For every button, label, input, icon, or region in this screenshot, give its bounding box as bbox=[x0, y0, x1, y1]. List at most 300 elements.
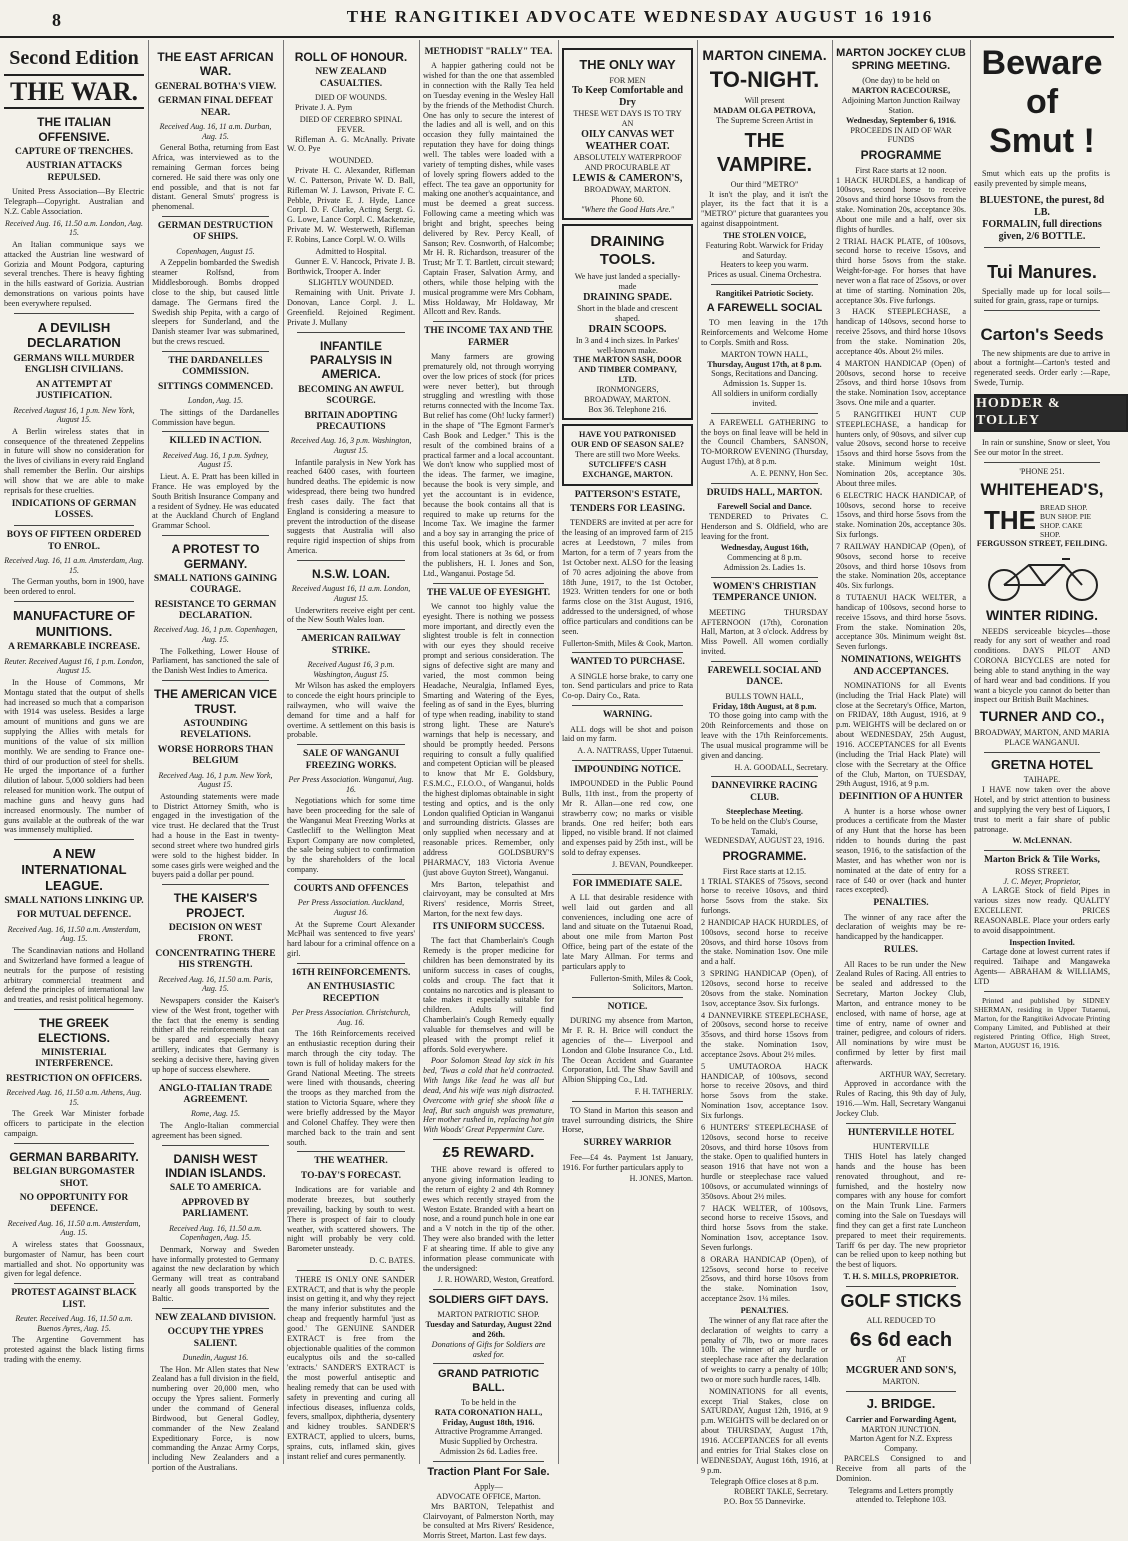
dateline: Per Press Association. Wanganui, Aug. 16. bbox=[288, 775, 414, 794]
divider bbox=[984, 247, 1100, 248]
column-rule bbox=[283, 40, 284, 1464]
advert-body: THERE IS ONLY ONE SANDER EXTRACT, and that is why the people insist on getting it, and why they reject the many inferior substitutes and the cheap and frequently harmful 'just as good.' The GENUINE SANDER EXTRACT is free from the objectionable qualities of the common eucalyptus oils and the so-called 'extracts.' SANDER'S EXTRACT is the most powerful antiseptic and healing remedy that can be used with safety in preventing and curing all infectious diseases, influenza colds, fevers, smallpox, diphtheria, dysentery and kidney troubles. SANDER'S EXTRACT, applied to ulcers, burns, sprains, cuts, inflamed skin, gives instant relief and cures permanently. bbox=[287, 1274, 415, 1461]
article-headline: DANISH WEST INDIAN ISLANDS. bbox=[165, 1151, 266, 1181]
article-headline: THE EAST AFRICAN WAR. bbox=[157, 50, 274, 79]
divider bbox=[14, 839, 134, 840]
race-item: 4 DANNEVIRKE STEEPLECHASE, of 200sovs, second horse to receive 35sovs, and third horse 15sovs from the stake. Nomination 1sov, acceptance 2sovs. About 2½ miles. bbox=[701, 1010, 828, 1059]
advert-line: Adjoining Marton Junction Railway Station. bbox=[841, 96, 961, 115]
casualty-names: Private J. A. Pym bbox=[295, 103, 353, 113]
article-headline: KILLED IN ACTION. bbox=[169, 436, 262, 447]
article-body: We cannot too highly value the eyesight. There is nothing we possess more important, and directly even the slightest trouble is felt in connection with our eyes they should receive prompt and serious consideration. The signs of defective sight are many and varied, the most common being Headache, Neuralgia, Inflamed Eyes, Smarting and Watering of the Eyes, feeling as of sand in the Eyes, blurring of type when reading, inability to stand strong light. These are Nature's warnings that help is necessary, and should be promptly heeded. Persons requiring to consult a fully qualified and competent Optician will be pleased to know that Mr E. Goldsbury, F.S.M.C., F.I.O.O., of Wanganui, holds the highest diplomas obtainable in sight testing and optics, and is the only London qualified Optician in Wanganui and surrounding districts. Glasses are only supplied when necessary and at reasonable prices. Remember, only address GOLDSBURY'S PHARMACY, 183 Victoria Avenue (just above Guyton Street), Wanganui. bbox=[423, 601, 554, 877]
advert-body: The new shipments are due to arrive in about a fortnight—Carton's tested and regenerated seeds. Order early :—Rape, Swede, Turnip. bbox=[974, 348, 1110, 388]
article-subhead: AN ATTEMPT AT JUSTIFICATION. bbox=[35, 379, 113, 402]
divider bbox=[984, 752, 1100, 753]
divider bbox=[433, 1363, 544, 1364]
advert-title: WHITEHEAD'S, bbox=[980, 479, 1104, 499]
race-item: 7 RAILWAY HANDICAP (Open), of 90sovs, second horse to receive 20sovs, and third horse 10sovs from the stake. Nomination 20s, acceptance 40s. Six furlongs. bbox=[836, 541, 966, 591]
article-subhead: GERMAN FINAL DEFEAT NEAR. bbox=[158, 96, 273, 118]
divider bbox=[162, 1079, 269, 1080]
divider bbox=[984, 310, 1100, 311]
advert-line: ROSS STREET. bbox=[1015, 866, 1069, 876]
advert-line: BLUESTONE, the purest, 8d LB. bbox=[979, 194, 1105, 218]
advert-body: Approved in accordance with the Rules of Racing, this 9th day of July, 1916.—Wm. Hall, Secretary Wanganui Jockey Club. bbox=[836, 1079, 966, 1118]
advert-title: Carton's Seeds bbox=[980, 325, 1104, 345]
dateline: Received Aug. 16, 1 p.m. New York, August 15. bbox=[158, 770, 273, 790]
divider bbox=[297, 629, 405, 630]
advert-body: TO men leaving in the 17th Reinforcements and Welcome Home to Corpls. Smith and Ross. bbox=[701, 318, 828, 347]
article-subhead: BECOMING AN AWFUL SCOURGE. bbox=[298, 384, 404, 407]
divider bbox=[984, 850, 1100, 851]
advert-title: WINTER RIDING. bbox=[986, 606, 1098, 623]
advert-title: MARTON CINEMA. bbox=[702, 47, 827, 63]
advert-subhead: TENDERS FOR LEASING. bbox=[570, 504, 685, 515]
advert-line: Music Supplied by Orchestra. bbox=[439, 1437, 538, 1447]
advert-line: Songs, Recitations and Dancing. bbox=[711, 369, 818, 379]
advert-body: The winner of any flat race after the declaration of weights to carry a penalty of 7lb, two or more races 10lb. The winner of any hurdle or steeplechase race after the declaration of weights to carry a penalty of 10lb; two or more such hurdle races, 14lb. bbox=[701, 1315, 828, 1384]
advert-title: GRAND PATRIOTIC BALL. bbox=[437, 1368, 540, 1394]
divider bbox=[297, 879, 405, 880]
advert-subhead: PENALTIES. bbox=[873, 898, 929, 909]
advert-title: SURREY WARRIOR bbox=[583, 1138, 672, 1149]
column-6 bbox=[701, 44, 828, 1506]
article-headline: THE VALUE OF EYESIGHT. bbox=[426, 587, 551, 598]
dateline: Received Aug. 16, 11.50 a.m. Amsterdam, Aug. 15. bbox=[7, 1218, 141, 1238]
advert-body: NOMINATIONS for all events, except Trial Stakes, close on SATURDAY, August 12th, 1916, at 9 p.m. WEIGHTS will be declared on or about THURSDAY, August 17th, 1916. ACCEPTANCES for all events and entries for Trial Stakes close on WEDNESDAY, August 16th, 1916, at 9 p.m. bbox=[701, 1386, 828, 1475]
signature: ARTHUR WAY, Secretary. bbox=[879, 1069, 966, 1079]
article-headline: THE AMERICAN VICE TRUST. bbox=[154, 687, 277, 716]
advert-line: There are still two More Weeks. bbox=[574, 450, 681, 460]
article-body: Negotiations which for some time have been proceeding for the sale of the Wanganui Meat Freezing Works at Castlecliff to the Wellington Meat Export Company are now completed, the sale being subject to confirmation by the shareholders of the local company. bbox=[287, 796, 415, 875]
article-subhead: OCCUPY THE YPRES SALIENT. bbox=[167, 1327, 264, 1349]
advert-title: Beware bbox=[981, 44, 1103, 82]
divider bbox=[297, 1270, 405, 1271]
article-body: The Hon. Mr Allen states that New Zealand has a full division in the field, numbering over 20,000 men, who occupy the Ypres salient. Formerly under the command of General Birdwood, but General Godley, commander of the New Zealand Expeditionary Force, is now commanding the Anzac Army Corps, including New Zealanders and a portion of the Australians. bbox=[152, 1364, 279, 1473]
advert-line: Admission 2s. Ladies 1s. bbox=[723, 563, 806, 573]
divider bbox=[433, 1139, 544, 1140]
column-rule bbox=[970, 40, 971, 1464]
article-subhead: CAPTURE OF TRENCHES. bbox=[15, 146, 133, 157]
casualty-group-label: SLIGHTLY WOUNDED. bbox=[308, 278, 394, 288]
article-body: A wireless states that Goossnaux, burgomaster of Namur, has been court martialled and shot. No opportunity was given for legal defence. bbox=[4, 1239, 144, 1279]
divider bbox=[711, 483, 818, 484]
advert-body: A hunter is a horse whose owner produces a certificate from the Master of any Hunt that the horse has been ridden to hounds during the past season, 1916, to the satisfaction of the Master, and has whether won nor is nominated at the date of entry for a race of £40 or over (hack and hunter races excepted). bbox=[836, 806, 966, 895]
dateline: London, Aug. 15. bbox=[187, 396, 244, 406]
dateline: Received Aug. 16, 11.50 a.m. Amsterdam, Aug. 15. bbox=[7, 924, 141, 944]
divider bbox=[14, 525, 134, 526]
article-body: The Argentine Government has protested against the black listing firms trading with the enemy. bbox=[4, 1335, 144, 1364]
divider bbox=[297, 332, 405, 333]
divider bbox=[572, 874, 683, 875]
advert-line: Our third "METRO" bbox=[730, 179, 799, 189]
article-body: Newspapers consider the Kaiser's view of the West front, together with the fact that the enemy is sending thither all the reinforcements that can be spared and especially heavy artillery, indicates that Germany is seeking a decisive there, having given up hope of success elsewhere. bbox=[152, 995, 279, 1074]
article-body: The German youths, born in 1900, have been ordered to enrol. bbox=[4, 577, 144, 597]
advert-line: MCGRUER AND SON'S, bbox=[845, 1365, 957, 1377]
race-item: 3 HACK STEEPLECHASE, a handicap of 140sovs, second horse to receive 25sovs, and third horse 10sovs from the stake. Nomination 20s, acceptance 40s. About 2½ miles. bbox=[836, 307, 966, 356]
advert-body: Cartage done at lowest current rates if required. Taihape and Mangaweka Agents— ABRAHAM & WILLIAMS, LTD bbox=[974, 947, 1110, 986]
advert-line: FORMALIN, full directions given, 2/6 BOTTLE. bbox=[982, 218, 1102, 242]
article-subhead: AUSTRIAN ATTACKS REPULSED. bbox=[26, 161, 122, 183]
advert-line: To be held in the bbox=[461, 1397, 516, 1407]
column-rule bbox=[558, 40, 559, 1464]
page-number: 8 bbox=[52, 10, 61, 30]
signature: W. McLENNAN. bbox=[1012, 836, 1072, 846]
dateline: Reuter. Received Aug. 16, 11.50 a.m. Buenos Ayres, Aug. 15. bbox=[15, 1314, 133, 1333]
signature: J. R. HOWARD, Weston, Greatford. bbox=[437, 1275, 554, 1285]
divider bbox=[14, 313, 134, 314]
article-body: The sittings of the Dardanelles Commission have begun. bbox=[152, 407, 279, 427]
article-headline: THE GREEK ELECTIONS. bbox=[37, 1016, 110, 1045]
article-body: Astounding statements were made to District Attorney Smith, who is engaged in the investigation of the vice trust. He declared that the Trust had a house in the East in twenty-second street where two hundred girls were sold to the highest bidder. In some cases girls were weighed and the buyers paid a dollar per pound. bbox=[152, 791, 279, 880]
advert-body: A FAREWELL GATHERING to the boys on final leave will be held in the Council Chambers, SANSON, TO-MORROW EVENING (Thursday, August 17th), at 8 p.m. bbox=[701, 417, 828, 467]
advert-title: HUNTERVILLE HOTEL bbox=[847, 1127, 955, 1138]
race-item: 5 UMUTAOROA HACK HANDICAP, of 100sovs, second horse to receive 20sovs, and third horse 5sovs from the stake. Nomination 1sov, acceptance 1sov. Six furlongs. bbox=[701, 1061, 828, 1120]
advert-line: Admission 2s 6d. Ladies free. bbox=[439, 1447, 538, 1457]
article-body: Indications are for variable and moderate breezes, but southerly prevailing, backing by south to west. There is prospect of fair to cloudy weather, with scattered showers. The night will probably be very cold. Barometer unsteady. bbox=[287, 1185, 415, 1254]
race-list bbox=[701, 877, 828, 1304]
advert-body: MEETING THURSDAY AFTERNOON (17th), Coronation Hall, Marton, at 3 o'clock. Address by Miss Powell. All women cordially invited. bbox=[701, 607, 828, 657]
race-item: 2 HANDICAP HACK HURDLES, of 100sovs, second horse to receive 20sovs, and third horse 10sovs from the stake. Nomination 1sov. One mile and a half. bbox=[701, 917, 828, 967]
advert-title: THE ONLY WAY bbox=[579, 57, 676, 72]
column-7 bbox=[836, 44, 966, 1505]
advert-body: TENDERED to Privates C. Henderson and S. Oldfield, who are leaving for the front. bbox=[701, 511, 828, 541]
advert-title: of bbox=[1025, 83, 1059, 122]
signature: T. H. S. MILLS, PROPRIETOR. bbox=[843, 1272, 959, 1282]
advert-line: Friday, August 18th, 1916. bbox=[442, 1417, 535, 1427]
advert-title: THE VAMPIRE. bbox=[716, 129, 813, 176]
divider bbox=[711, 661, 818, 662]
advert-title: WARNING. bbox=[602, 710, 653, 721]
advert-line: LEWIS & CAMERON'S, bbox=[572, 172, 683, 184]
divider bbox=[297, 744, 405, 745]
divider bbox=[433, 1461, 544, 1462]
advert-body: NEEDS serviceable bicycles—those ready for any sort of weather and road conditions. DAYS PILOT AND CORONA BICYCLES are noted for being able to stand anything in the way of hard wear and bad conditions. If you want a bicycle you cannot do better than inspect our British Built Machines. bbox=[974, 626, 1110, 705]
divider bbox=[846, 1123, 956, 1124]
advert-box bbox=[562, 48, 693, 220]
advert-body: THE above reward is offered to anyone giving information leading to the return of eighty 2 and 4th Romney ewes which recently strayed from the Weston Estate. Branded with a heart on nose, and a round punch hole in one ear and a V notch in the tip of the other. They were also branded with the letter F at shearing time. If able to give any information please communicate with the undersigned: bbox=[423, 1165, 554, 1273]
advert-title: Traction Plant For Sale. bbox=[427, 1465, 550, 1478]
article-headline: MANUFACTURE OF MUNITIONS. bbox=[12, 608, 136, 639]
advert-line: Thursday, August 17th, at 8 p.m. bbox=[707, 359, 822, 369]
article-headline: N.S.W. LOAN. bbox=[312, 566, 390, 581]
advert-title: IMPOUNDING NOTICE. bbox=[574, 764, 681, 775]
article-subhead: AN ENTHUSIASTIC RECEPTION bbox=[307, 982, 395, 1004]
divider bbox=[711, 776, 818, 777]
article-body: The fact that Chamberlain's Cough Remedy is the proper medicine for children has been demonstrated by its uniform success in cases of coughs, colds and croup. The fact that it contains no narcotics and is pleasant to take makes it especially suitable for children. Adults will find Chamberlain's Cough Remedy equally valuable for themselves and will be pleased with the prompt relief it affords. Sold everywhere. bbox=[423, 936, 554, 1054]
column-8 bbox=[974, 44, 1110, 1462]
advert-title: J. BRIDGE. bbox=[866, 1396, 936, 1412]
article-body: The Anglo-Italian commercial agreement has been signed. bbox=[152, 1120, 279, 1140]
advert-body: All Races to be run under the New Zealand Rules of Racing. All entries to be sealed and addressed to the Secretary, Marton Jockey Club, Marton, and entrance money to be enclosed, with name of horse, age at time of entry, name of owner and trainer, pedigree, and colours of riders. All nominations by wire must be confirmed by letter by first mail afterwards. bbox=[836, 959, 966, 1067]
advert-line: In 3 and 4 inch sizes. In Parkes' well-known make. bbox=[575, 335, 680, 355]
article-subhead: SITTINGS COMMENCED. bbox=[157, 381, 274, 392]
advert-line: P.O. Box 55 Dannevirke. bbox=[723, 1496, 806, 1506]
advert-line: Wednesday, August 16th, bbox=[720, 543, 809, 553]
advert-line: First Race starts at 12.15. bbox=[722, 866, 807, 876]
casualty-group-label: WOUNDED. bbox=[328, 156, 374, 166]
advert-title: DANNEVIRKE RACING CLUB. bbox=[711, 781, 818, 803]
advert-line: BROADWAY, MARTON. bbox=[584, 394, 671, 404]
article-body: In the House of Commons, Mr Montagu stated that the output of shells had increased so much that a comparison with 1914 was useless. Besides a large amount of munitions and guns we are supplying the Allies with metals for munitions of the value of six million monthly. We are sending to France one-third of our production of steel for shells. He urged the importance of a further dilution of labour. 5,000 soldiers had been released for munition work. The output of machine guns and heavy guns had increased enormously. The number of guns available at the outbreak of the war was immensely multiplied. bbox=[4, 677, 144, 835]
advert-line: ABSOLUTELY WATERPROOF AND PROCURABLE AT bbox=[573, 153, 682, 172]
race-item: 8 TUTAENUI HACK WELTER, a handicap of 100sovs, second horse to receive 15sovs, and third horse 5sovs. From the stake. Nomination 20s, acceptance 30s. Minimum weight 8st. Seven furlongs. bbox=[836, 593, 966, 652]
advert-line: WEDNESDAY, AUGUST 23, 1916. bbox=[704, 836, 825, 846]
printer-imprint: Printed and published by SIDNEY SHERMAN, residing in Upper Tutaenui, Marton, for the Rangitikei Advocate Printing Company Limited, and Published at their registered Printing Office, High Street, Marton, AUGUST 16, 1916. bbox=[974, 995, 1110, 1050]
dateline: Received August 16, 1 p.m. New York, August 15. bbox=[13, 405, 135, 425]
advert-line: Donations of Gifts for Soldiers are asked for. bbox=[431, 1339, 546, 1359]
advert-line: Tuesday and Saturday, August 22nd and 26th. bbox=[425, 1320, 552, 1339]
divider bbox=[984, 991, 1100, 992]
hodder-tolley-logo: HODDER & TOLLEY bbox=[974, 394, 1128, 432]
article-headline: NEW ZEALAND DIVISION. bbox=[155, 1312, 276, 1323]
article-body: Mr Wilson has asked the employers to concede the eight hours principle to railwaymen, who will waive the demand for time and a half for overtime. A settlement on this basis is probable. bbox=[287, 681, 415, 740]
article-subhead: MINISTERIAL INTERFERENCE. bbox=[35, 1047, 113, 1070]
article-body: Denmark, Norway and Sweden have informally protested to Germany against the new declaration by which Germany will treat as contraband nearly all goods transported by the Baltic. bbox=[152, 1244, 279, 1303]
article-body: Lieut. A. E. Pratt has been killed in France. He was employed by the South British Insurance Company and a resident of Sydney. He was educated at the Auckland Church of England Grammar School. bbox=[152, 472, 279, 531]
advert-body: A LL that desirable residence with well laid out garden and all conveniences, including one acre of land and situate on the Tutaenui Road, about one mile from Marton Post Office, being part of the estate of the late Mary Allman. For terms and particulars apply to bbox=[562, 892, 693, 971]
advert-body: Smut which eats up the profits is easily prevented by simple means, bbox=[974, 169, 1110, 189]
signature: H. JONES, Marton. bbox=[629, 1174, 693, 1184]
advert-line: Phone 60. bbox=[611, 194, 644, 204]
divider bbox=[162, 1308, 269, 1309]
article-body: Mrs Barton, telepathist and clairvoyant, may be consulted at Mrs Rivers' residence, Morris Street, Marton, for the next few days. bbox=[423, 879, 554, 919]
divider bbox=[846, 1391, 956, 1392]
advert-body: It isn't the play, and it isn't the player, its the fact that it is a "METRO" picture that guarantees you against disappointment. bbox=[701, 189, 828, 229]
dateline: Received Aug. 16, 11 a.m. Amsterdam, Aug. 15. bbox=[4, 556, 144, 575]
advert-line: 'PHONE 251. bbox=[1019, 466, 1065, 476]
advert-line: Will present bbox=[744, 96, 785, 106]
divider bbox=[433, 1289, 544, 1290]
signature: ROBERT TAKLE, Secretary. bbox=[733, 1487, 828, 1497]
dateline: Received Aug. 16, 11.50 a.m. Paris, Aug. 15. bbox=[158, 974, 273, 994]
dateline: Per Press Association. Christchurch, Aug. 16. bbox=[291, 1008, 411, 1027]
advert-title: TURNER AND CO., bbox=[979, 708, 1105, 725]
signature: Fullerton-Smith, Miles & Cook, Marton. bbox=[562, 638, 693, 648]
article-body: At the Supreme Court Alexander McPhail was sentenced to five years' hard labour for a criminal offence on a girl. bbox=[287, 919, 415, 959]
signature: J. BEVAN, Poundkeeper. bbox=[612, 859, 693, 869]
advert-body: TO Stand in Marton this season and travel surrounding districts, the Shire Horse, bbox=[562, 1105, 693, 1135]
advert-line: BULLS TOWN HALL, bbox=[725, 691, 804, 701]
advert-line: OILY CANVAS WET WEATHER COAT. bbox=[581, 129, 674, 153]
signature: D. C. BATES. bbox=[369, 1256, 415, 1266]
column-rule bbox=[148, 40, 149, 1464]
advert-title: Tui Manures. bbox=[987, 261, 1097, 282]
column-1 bbox=[4, 44, 144, 1462]
war-headline: THE WAR. bbox=[4, 74, 144, 109]
advert-line: Telegrams and Letters promptly attended to. Telephone 103. bbox=[848, 1485, 954, 1505]
divider bbox=[297, 1151, 405, 1152]
article-headline: SALE OF WANGANUI FREEZING WORKS. bbox=[302, 749, 400, 771]
advert-line: Steeplechase Meeting. bbox=[726, 806, 803, 816]
article-body: The Greek War Minister forbade officers to participate in the election campaign. bbox=[4, 1109, 144, 1138]
advert-line: Commencing at 8 p.m. bbox=[727, 553, 802, 563]
advert-line: Carrier and Forwarding Agent, bbox=[845, 1414, 957, 1424]
divider bbox=[162, 431, 269, 432]
article-headline: A DEVILISH DECLARATION bbox=[27, 319, 121, 351]
article-subhead: A REMARKABLE INCREASE. bbox=[8, 642, 140, 653]
advert-line: BREAD SHOP. BUN SHOP. PIE SHOP. CAKE SHOP. bbox=[1040, 502, 1092, 539]
dateline: Rome, Aug. 15. bbox=[191, 1109, 240, 1119]
advert-line: First Race starts at 12 noon. bbox=[855, 165, 947, 175]
article-headline: GERMAN DESTRUCTION OF SHIPS. bbox=[157, 221, 274, 243]
article-subhead: FOR MUTUAL DEFENCE. bbox=[16, 910, 132, 921]
article-headline: ANGLO-ITALIAN TRADE AGREEMENT. bbox=[158, 1083, 273, 1105]
article-headline: PROTEST AGAINST BLACK LIST. bbox=[11, 1288, 137, 1310]
dateline: Reuter. Received August 16, 1 p.m. London, August 15. bbox=[4, 656, 144, 676]
casualty-names: Gunner E. V. Hancock, Private J. B. Borthwick, Trooper A. Inder bbox=[287, 256, 415, 276]
divider bbox=[846, 1286, 956, 1287]
article-subhead: SALE TO AMERICA. bbox=[169, 1183, 262, 1194]
advert-title: Marton Brick & Tile Works, bbox=[984, 855, 1100, 866]
column-rule bbox=[832, 40, 833, 1464]
column-2 bbox=[152, 44, 279, 1473]
article-headline: THE DARDANELLES COMMISSION. bbox=[168, 356, 263, 378]
article-headline: A NEW INTERNATIONAL LEAGUE. bbox=[21, 846, 127, 893]
bicycle-icon bbox=[974, 553, 1114, 603]
column-4 bbox=[423, 44, 554, 1541]
race-item: 1 TRIAL STAKES of 75sovs, second horse to receive 10sovs, and third horse 5sovs from the stake. Six furlongs. bbox=[701, 876, 828, 916]
advert-line: Wednesday, September 6, 1916. bbox=[846, 115, 956, 125]
advert-line: J. C. Meyer, Proprietor, bbox=[1003, 876, 1081, 886]
race-item: 7 HACK WELTER, of 100sovs, second horse to receive 15sovs, and third horse 5sovs from the stake. Nomination 1sov, acceptance 1sov. Seven furlongs. bbox=[701, 1203, 828, 1252]
dateline: Received Aug. 16, 1 p.m. Sydney, August 15. bbox=[162, 450, 269, 470]
dateline: Copenhagen, August 15. bbox=[176, 246, 255, 256]
race-item: 2 TRIAL HACK PLATE, of 100sovs, second horse to receive 15sovs, and third horse 5sovs from the stake. Weight-for-age. For horses that have never won a flat race of 25sovs, or over at time of starting. Nomination 20s, acceptance 30s. Five furlongs. bbox=[836, 236, 966, 305]
column-3 bbox=[287, 44, 415, 1462]
edition-label: Second Edition bbox=[9, 47, 139, 69]
casualty-group-label: DIED OF CEREBRO SPINAL FEVER. bbox=[299, 114, 403, 134]
article-subhead: RESISTANCE TO GERMAN DECLARATION. bbox=[154, 599, 277, 622]
advert-line: To be held on the Club's Course, Tamaki, bbox=[711, 816, 818, 836]
divider bbox=[162, 216, 269, 217]
divider bbox=[162, 680, 269, 681]
divider bbox=[162, 884, 269, 885]
advert-title: GRETNA HOTEL bbox=[990, 756, 1094, 772]
dateline: Received Aug. 16, 3 p.m. Washington, August 15. bbox=[290, 436, 412, 455]
advert-subhead: NOMINATIONS, WEIGHTS AND ACCEPTANCES. bbox=[840, 655, 961, 677]
advert-line: Telegraph Office closes at 8 p.m. bbox=[710, 1477, 819, 1487]
advert-title: A FAREWELL SOCIAL bbox=[706, 302, 823, 314]
advert-body: TO those going into camp with the 20th Reinforcements and those on leave with the 17th Reinforcements. The usual musical programme will be given and dancing. bbox=[701, 711, 828, 760]
advert-title: Smut ! bbox=[989, 122, 1095, 161]
article-subhead: GENERAL BOTHA'S VIEW. bbox=[154, 81, 277, 92]
article-headline: ITS UNIFORM SUCCESS. bbox=[432, 921, 545, 932]
advert-body: DURING my absence from Marton, Mr F. R. H. Brice will conduct the agencies of the— Liverpool and London and Globe Insurance Co., Ltd. The Ocean Accident and Guarantee Corporation, Ltd. The Shaw Savill and Albion Shipping Co., Ltd. bbox=[562, 1016, 693, 1085]
article-headline: METHODIST "RALLY" TEA. bbox=[424, 47, 553, 57]
article-subhead: RESTRICTION ON OFFICERS. bbox=[6, 1073, 142, 1084]
article-subhead: ASTOUNDING REVELATIONS. bbox=[180, 718, 251, 741]
advert-body: IMPOUNDED in the Public Pound Bulls, 11th inst., from the property of Mr R. Allan—one red cow, one strawberry cow; no marks or visible brands. One red heifer; both ears lipped, no visible brand. If not claimed and expenses paid by 25th inst., will be sold to defray expenses. bbox=[562, 779, 693, 858]
divider bbox=[14, 1009, 134, 1010]
advert-body: PARCELS Consigned to and Receive from all parts of the Dominion. bbox=[836, 1454, 966, 1483]
article-headline: THE KAISER'S PROJECT. bbox=[173, 891, 258, 920]
advert-title: PATTERSON'S ESTATE, bbox=[574, 489, 681, 500]
advert-body: The winner of any race after the declaration of weights may be re-handicapped by the handicapper. bbox=[836, 912, 966, 942]
advert-line: SUTCLIFFE'S CASH EXCHANGE, MARTON. bbox=[582, 460, 673, 479]
article-body: A Berlin wireless states that in consequence of the threatened Zeppelins in future will show no consideration for the lives of civilians in every raid England shall remember the Berlin. Our airships will show that we are able to make reprisals for these cruelties. bbox=[4, 426, 144, 495]
advert-line: To Keep Comfortable and Dry bbox=[571, 85, 684, 109]
article-headline: A PROTEST TO GERMANY. bbox=[171, 542, 260, 571]
article-subhead: NEW ZEALAND CASUALTIES. bbox=[315, 67, 387, 89]
advert-line: Friday, 18th August, at 8 p.m. bbox=[712, 701, 817, 711]
advert-box bbox=[562, 424, 693, 485]
advert-line: PROCEEDS IN AID OF WAR FUNDS bbox=[850, 125, 952, 145]
advert-line: Inspection Invited. bbox=[1009, 937, 1075, 947]
advert-title: DRAINING TOOLS. bbox=[590, 233, 665, 269]
casualty-group-label: Admitted to Hospital. bbox=[315, 246, 387, 256]
column-rule bbox=[419, 40, 420, 1464]
dateline: Received Aug. 16, 11.50 a.m. London, Aug. 15. bbox=[5, 218, 143, 238]
article-credit: United Press Association—By Electric Telegraph—Copyright. Australian and N.Z. Cable Association. bbox=[4, 187, 144, 216]
advert-title: WOMEN'S CHRISTIAN TEMPERANCE UNION. bbox=[712, 581, 817, 604]
advert-title: TO-NIGHT. bbox=[709, 66, 820, 92]
whitehead-shop-list bbox=[974, 503, 1110, 539]
article-headline: AMERICAN RAILWAY STRIKE. bbox=[301, 634, 401, 656]
advert-body: TENDERS are invited at per acre for the leasing of an improved farm of 215 acres at Leedstown, 7 miles from Marton, for a term of 7 years from the 1st October next. ALSO for the leasing of 70 acres adjoining the above from 18th June, 1917, to the 1st October, 1923. Written tenders for one or both farms close on the 31st August, 1916, addressed to the undersigned, of whose office particulars and conditions can be seen. bbox=[562, 518, 693, 636]
advert-line: ADVOCATE OFFICE, Marton. bbox=[436, 1491, 541, 1501]
advert-line: HAVE YOU PATRONISED OUR END OF SEASON SALE? bbox=[571, 430, 684, 450]
race-item: 6 HUNTERS' STEEPLECHASE of 120sovs, second horse to receive 20sovs, and third horse 10sovs from the stake. Open to qualified hunters in season 1916 that have not won a hurdle or steeplechase race valued 100sovs, or accumulated winnings of 350sovs. About 2½ miles. bbox=[701, 1122, 828, 1201]
dateline: Received August 16, 11 a.m. London, August 15. bbox=[291, 584, 411, 603]
article-subhead: DECISION ON WEST FRONT. bbox=[168, 923, 263, 945]
advert-line: THESE WET DAYS IS TO TRY AN bbox=[573, 109, 682, 129]
divider bbox=[711, 577, 818, 578]
advert-title: GOLF STICKS bbox=[840, 1290, 962, 1311]
advert-line: RATA CORONATION HALL, bbox=[434, 1407, 543, 1417]
divider bbox=[162, 1145, 269, 1146]
advert-line: Rangitikei Patriotic Society. bbox=[715, 289, 814, 299]
article-body: An Italian communique says we attacked the Austrian line westward of Gorizia and Mount Podgora, capturing several trenches. There is heavy fighting in the hills eastward of Gorizia. Austrian demonstrations on various points have been everywhere repulsed. bbox=[4, 239, 144, 308]
advert-body: A SINGLE horse brake, to carry one ton. Send particulars and price to Rata Co-op. Dairy Co., Rata. bbox=[562, 671, 693, 701]
advert-title: THE bbox=[984, 505, 1036, 536]
divider bbox=[433, 583, 544, 584]
article-body: A happier gathering could not be wished for than the one that assembled in connection with the Rally Tea held on Tuesday evening in the Wesley Hall by the friends of the Methodist Church. One has only to secure the interest of the ladies and all is well, and on this occasion they fully maintained the reputation they have for doing things well. The tables were loaded with a variety of tempting dishes, while vases of lovely spring flowers added to the effect. The tea gave an opportunity for making one another's acquaintance, and must be deemed a great success. Following came a meeting which was bright and bright, speeches being delivered by Rev. Percy Keall, of Sanson; Rev. Cosnworth, of Halcombe; Mr H. R. Richardson, treasurer of the Trust; Mr T. T. Bartlett, circuit steward; Captain Fraser, Salvation Army, and others, while those helping with the musical programme were Mrs Cobham, Miss Holdaway, Mr Holdaway, Mr Allcott and Rev. Rands. bbox=[423, 61, 554, 317]
divider bbox=[14, 601, 134, 602]
article-subhead: INDICATIONS OF GERMAN LOSSES. bbox=[11, 498, 137, 520]
advert-body: Specially made up for local soils—suited for grain, grass, rape or turnips. bbox=[974, 286, 1110, 306]
article-subhead: BRITAIN ADOPTING PRECAUTIONS bbox=[304, 410, 398, 432]
article-subhead: BELGIAN BURGOMASTER SHOT. bbox=[13, 1167, 135, 1189]
casualty-names: Rifleman A. G. McAnally. Private W. O. Pye bbox=[287, 134, 415, 154]
article-subhead: GERMANS WILL MURDER ENGLISH CIVILIANS. bbox=[13, 353, 135, 376]
article-headline: COURTS AND OFFENCES bbox=[293, 883, 409, 894]
casualty-names: Private H. C. Alexander, Rifleman W. C. Patterson, Private W. D. Ball, Rifleman W. J. Lawson, Private F. C. Pebble, Private E. J. Hyde, Lance Corpl. D. F. Clarke, Acting Sergt. G. G. Lowe, Lance Corpl. C. Mackenzie, Private M. W. Westerweth, Rifleman F. Robins, Lance Corpl. W. O. Wills bbox=[287, 166, 415, 244]
advert-line: Admission 1s. Supper 1s. bbox=[722, 379, 807, 389]
race-item: 8 ORARA HANDICAP (Open), of 125sovs, second horse to receive 25sovs, and third horse 10sovs from the stake. Nomination 1sov, acceptance 2sov. 1¼ miles. bbox=[701, 1254, 828, 1304]
divider bbox=[162, 535, 269, 536]
article-body: The Scandinavian nations and Holland and Switzerland have formed a league of neutrals for the purpose of resisting arbitrary commercial treatment and defend the principles of international law and treaties, and resist political hegemony. bbox=[4, 946, 144, 1005]
advert-line: BROADWAY, MARTON, AND MARIA PLACE WANGANUI. bbox=[974, 728, 1110, 747]
advert-title: £5 REWARD. bbox=[442, 1144, 535, 1162]
poem: Poor Solomon Stead lay sick in his bed, 'Twas a cold that he'd contracted. With lungs like lead he was all but dead, And his wife was nigh distracted. Overcome with grief she shook like a leaf, But such anguish was premature, Her mother rushed in, replacing hot gin With Woods' Great Peppermint Cure. bbox=[423, 1056, 554, 1135]
advert-line: Marton Agent for N.Z. Express Company. bbox=[849, 1434, 953, 1454]
advert-title: SOLDIERS GIFT DAYS. bbox=[428, 1294, 549, 1307]
divider bbox=[14, 1283, 134, 1284]
race-item: 3 SPRING HANDICAP (Open), of 120sovs, second horse to receive 20sovs from the stake. Nomination 1sov, acceptance 3sov. Six furlongs. bbox=[701, 969, 828, 1008]
advert-title: WANTED TO PURCHASE. bbox=[570, 657, 685, 668]
article-headline: 16TH REINFORCEMENTS. bbox=[291, 967, 411, 978]
race-item: 5 RANGITIKEI HUNT CUP STEEPLECHASE, a handicap for hunters only, of 90sovs, and silver cup value 20sovs, second horse to receive 15sovs and third horse 5sovs from the stake. Minimum weight 10st. Nomination 20s, acceptance 30s. About three miles. bbox=[836, 409, 966, 488]
article-subhead: SMALL NATIONS LINKING UP. bbox=[4, 896, 144, 907]
advert-line: All soldiers in uniform cordially invited. bbox=[711, 389, 818, 408]
advert-line: Box 36. Telephone 216. bbox=[588, 404, 667, 414]
article-subhead: SMALL NATIONS GAINING COURAGE. bbox=[153, 573, 278, 596]
advert-line: Prices as usual. Cinema Orchestra. bbox=[707, 270, 822, 280]
advert-line: MARTON JUNCTION. bbox=[861, 1424, 941, 1434]
advert-title: FAREWELL SOCIAL AND DANCE. bbox=[707, 665, 822, 688]
masthead bbox=[0, 0, 1114, 38]
article-body: Many farmers are growing prematurely old, not through worrying over the low prices of stock (for prices were never better), but through struggling and wrestling with those returns connected with the Income Tax. But relief has come (Oh! lucky farmer!) in the shape of "The Egmont Farmer's Cash Book and Ledger." This is the result of the combined brains of a practical farmer and a local accountant. We don't know who supplied most of the ideas. The farmer, we imagine, because the book is very simple, and yet the accountant is in evidence, because the book contains all that is required to make up returns for the Income Tax. We imagine the farmer and a boy say in arranging the price of this useful book, which is procurable from local stationers at 3s 6d, or from the publishers, H. I. Jones and Son, Ltd., Wanganui. Postage 5d. bbox=[423, 352, 554, 578]
advert-line: Featuring Robt. Warwick for Friday and Saturday. bbox=[705, 240, 824, 260]
